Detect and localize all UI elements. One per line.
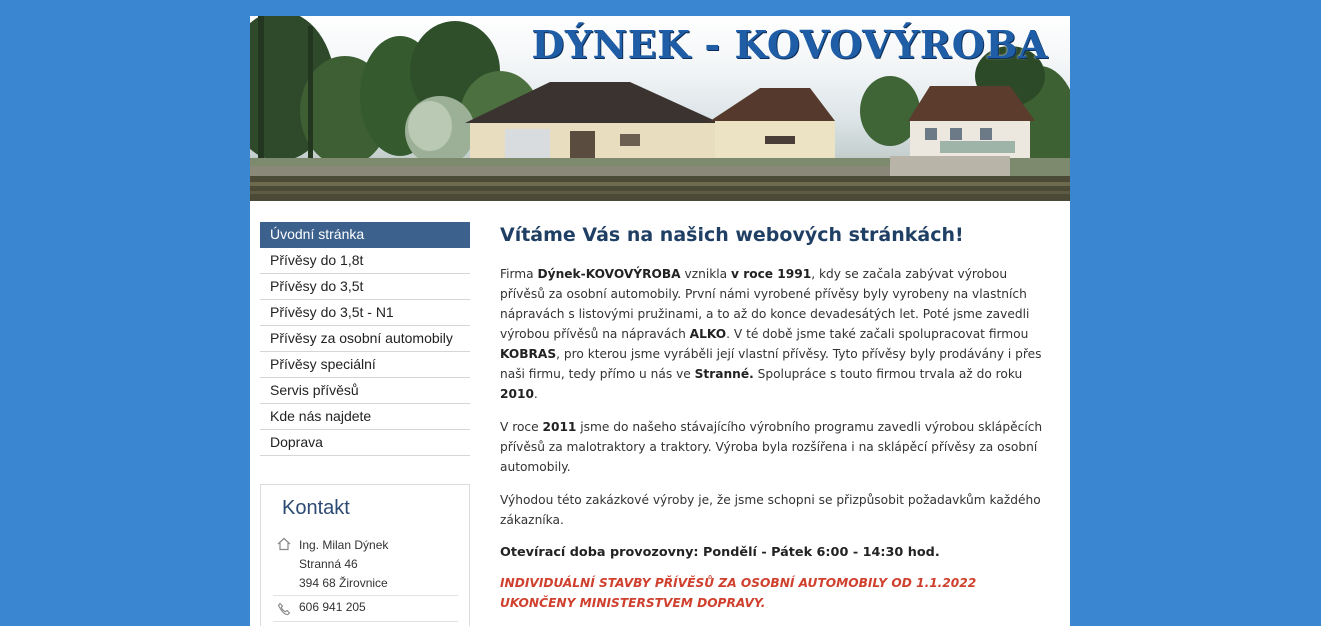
menu-item-car-trailers[interactable]: Přívěsy za osobní automobily [260, 326, 470, 352]
contact-city: 394 68 Žirovnice [299, 576, 388, 590]
menu-item-trailers-3-5t-n1[interactable]: Přívěsy do 3,5t - N1 [260, 300, 470, 326]
home-icon [277, 537, 291, 551]
site-logo-title[interactable]: DÝNEK - KOVOVÝROBA [531, 22, 1048, 67]
notice-text: INDIVIDUÁLNÍ STAVBY PŘÍVĚSŮ ZA OSOBNÍ AUTOMOBILY OD 1.1.2022 UKONČENY MINISTERSTVEM DOPRAVY. [500, 576, 977, 610]
menu-item-location[interactable]: Kde nás najdete [260, 404, 470, 430]
contact-box [260, 484, 470, 626]
contact-title: Kontakt [282, 497, 350, 519]
page-container [250, 16, 1070, 626]
phone-icon [277, 602, 291, 616]
menu-item-transport[interactable]: Doprava [260, 430, 470, 456]
page-heading: Vítáme Vás na našich webových stránkách! [500, 224, 964, 246]
contact-street: Stranná 46 [299, 557, 358, 571]
contact-name: Ing. Milan Dýnek [299, 538, 389, 552]
menu-item-trailer-service[interactable]: Servis přívěsů [260, 378, 470, 404]
menu-item-home[interactable]: Úvodní stránka [260, 222, 470, 248]
menu-item-trailers-1-8t[interactable]: Přívěsy do 1,8t [260, 248, 470, 274]
contact-phone[interactable]: 606 941 205 [299, 600, 366, 614]
menu-item-special-trailers[interactable]: Přívěsy speciální [260, 352, 470, 378]
custom-production-paragraph: Výhodou této zakázkové výroby je, že jsme schopni se přizpůsobit požadavkům každého zákazníka. [500, 493, 1041, 527]
intro-paragraph: Firma Dýnek-KOVOVÝROBA vznikla v roce 1991, kdy se začala zabývat výrobou přívěsů za osobní automobily. První námi vyrobené přívěsy byly vyrobeny na vlastních nápravách s listovými pružinami, a to až do konce devadesátých let. Poté jsme zavedli výrobou přívěsů na nápravách ALKO. V té době jsme také začali spolupracovat firmou KOBRAS, pro kterou jsme vyráběli její vlastní přívěsy. Tyto přívěsy byly prodávány i přes naši firmu, tedy přímo u nás ve Stranné. Spolupráce s touto firmou trvala až do roku 2010. [500, 267, 1042, 401]
sidebar-menu [260, 222, 470, 456]
opening-hours: Otevírací doba provozovny: Pondělí - Pátek 6:00 - 14:30 hod. [500, 545, 940, 560]
contact-address [299, 536, 388, 593]
header-banner [250, 16, 1070, 201]
contact-divider [273, 621, 458, 622]
menu-item-trailers-3-5t[interactable]: Přívěsy do 3,5t [260, 274, 470, 300]
history-paragraph: V roce 2011 jsme do našeho stávajícího výrobního programu zavedli výrobou sklápěcích přívěsů za malotraktory a traktory. Výroba byla rozšířena i na sklápěcí přívěsy za osobní automobily. [500, 420, 1043, 474]
main-content [500, 222, 1045, 626]
contact-divider [273, 595, 458, 596]
